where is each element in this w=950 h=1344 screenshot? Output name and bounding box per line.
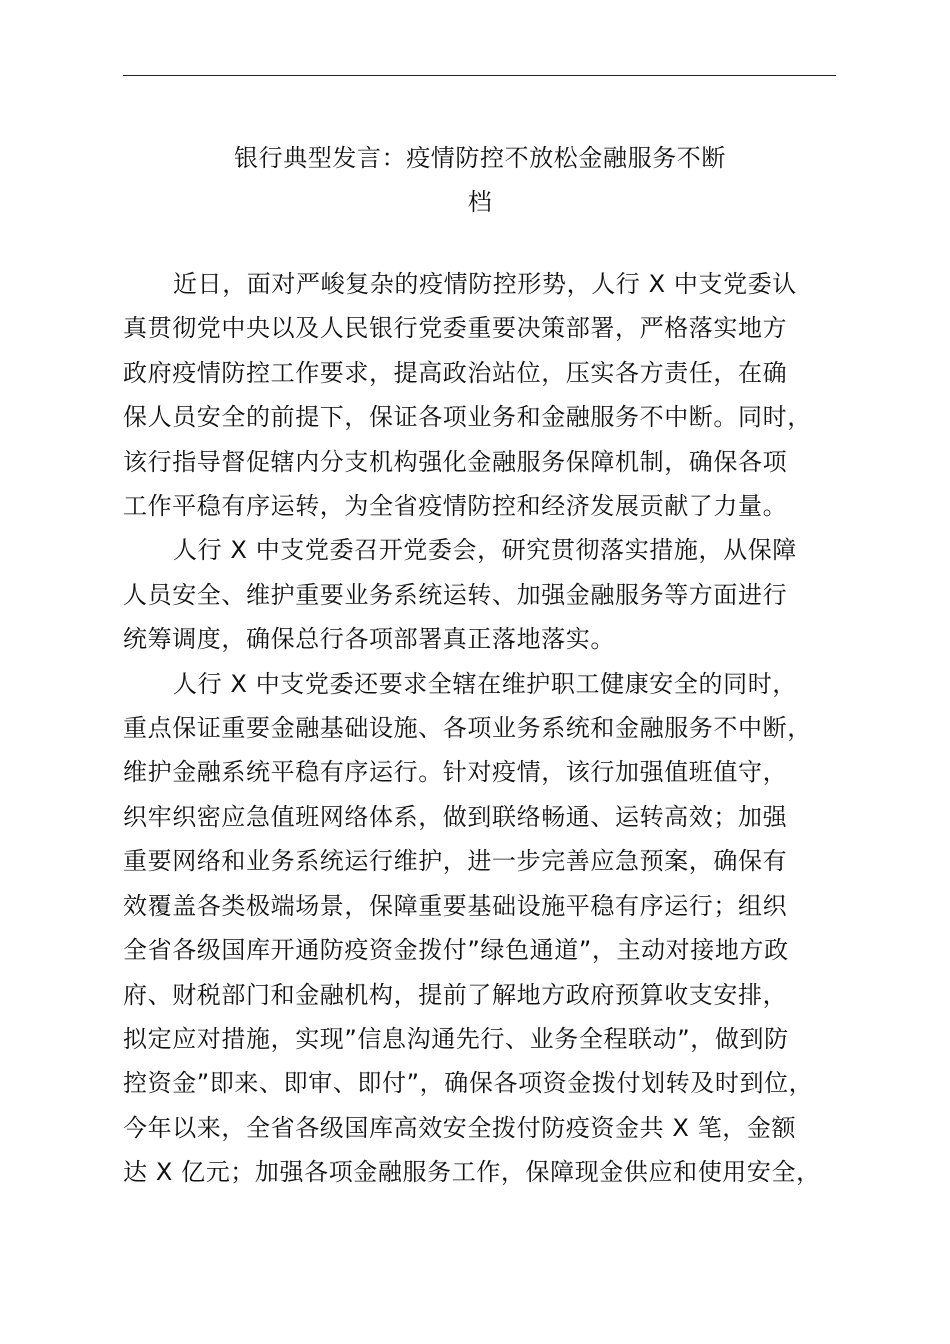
paragraph-line: 拟定应对措施，实现”信息沟通先行、业务全程联动”，做到防 [123,1024,789,1053]
paragraph-line: 真贯彻党中央以及人民银行党委重要决策部署，严格落实地方 [123,314,788,343]
paragraph-line: 政府疫情防控工作要求，提高政治站位，压实各方责任，在确 [123,358,788,387]
document-body [123,262,863,1195]
paragraph-line: 维护金融系统平稳有序运行。针对疫情，该行加强值班值守， [123,758,788,787]
paragraph-line: 工作平稳有序运转，为全省疫情防控和经济发展贡献了力量。 [123,492,788,521]
title-line: 银行典型发言：疫情防控不放松金融服务不断 [234,144,726,172]
paragraph-line: 人行 X 中支党委还要求全辖在维护职工健康安全的同时， [173,669,797,698]
paragraph-1 [123,262,863,528]
paragraph-line: 全省各级国库开通防疫资金拨付”绿色通道”，主动对接地方政 [123,936,789,965]
paragraph-line: 效覆盖各类极端场景，保障重要基础设施平稳有序运行；组织 [123,891,788,920]
paragraph-2 [123,528,863,661]
paragraph-line: 织牢织密应急值班网络体系，做到联络畅通、运转高效；加强 [123,802,788,831]
document-title [120,136,840,225]
paragraph-line: 达 X 亿元；加强各项金融服务工作，保障现金供应和使用安全， [123,1158,821,1187]
paragraph-line: 府、财税部门和金融机构，提前了解地方政府预算收支安排， [123,980,788,1009]
paragraph-line: 近日，面对严峻复杂的疫情防控形势，人行 X 中支党委认 [173,270,797,298]
header-rule [123,75,836,76]
paragraph-line: 重点保证重要金融基础设施、各项业务系统和金融服务不中断， [123,714,812,743]
paragraph-line: 保人员安全的前提下，保证各项业务和金融服务不中断。同时， [123,403,812,432]
paragraph-line: 控资金”即来、即审、即付”，确保各项资金拨付划转及时到位， [123,1069,814,1098]
paragraph-line: 重要网络和业务系统运行维护，进一步完善应急预案，确保有 [123,847,788,876]
title-line: 档 [467,188,493,217]
paragraph-line: 今年以来，全省各级国库高效安全拨付防疫资金共 X 笔，金额 [123,1113,797,1142]
paragraph-line: 人行 X 中支党委召开党委会，研究贯彻落实措施，从保障 [173,536,797,565]
paragraph-line: 人员安全、维护重要业务系统运转、加强金融服务等方面进行 [123,580,788,609]
paragraph-3 [123,662,863,1195]
paragraph-line: 统筹调度，确保总行各项部署真正落地落实。 [123,625,615,654]
paragraph-line: 该行指导督促辖内分支机构强化金融服务保障机制，确保各项 [123,447,788,476]
